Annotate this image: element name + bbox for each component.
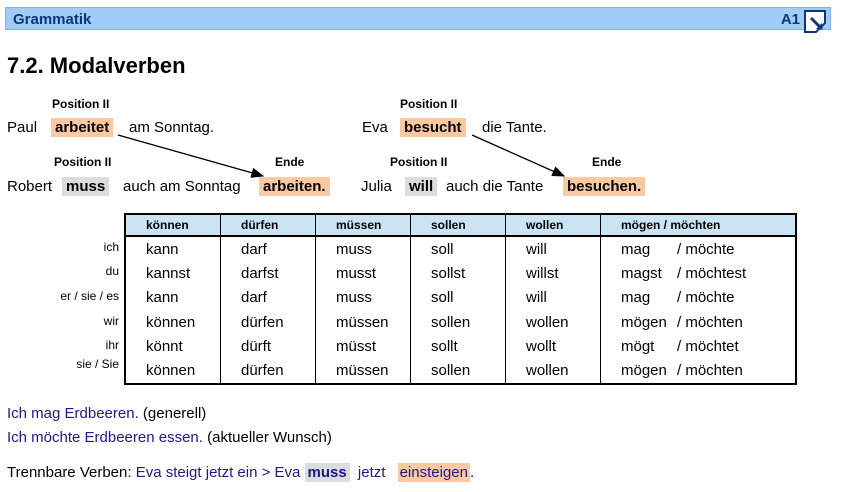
example-modal: muss — [62, 177, 109, 196]
conjugation-cell: darfst — [221, 261, 316, 285]
moechten-form: / möchtet — [677, 337, 739, 355]
note-modal: muss — [305, 463, 350, 482]
note-label: Trennbare Verben: — [7, 464, 132, 481]
conjugation-cell: will — [506, 286, 601, 310]
conjugation-cell: können — [146, 313, 196, 331]
conjugation-cell: kannst — [146, 264, 191, 282]
end-label: Ende — [592, 155, 622, 169]
example-rest: am Sonntag. — [129, 119, 215, 136]
pronoun-label: wir — [103, 314, 119, 328]
conjugation-table — [124, 213, 797, 385]
conjugation-cell — [601, 261, 797, 285]
position-label: Position II — [400, 97, 458, 111]
note-end: . — [469, 464, 475, 481]
conjugation-cell: dürft — [221, 334, 316, 358]
conjugation-cell: darf — [221, 236, 316, 261]
example-middle: auch die Tante — [446, 178, 544, 195]
example-subject: Julia — [361, 178, 392, 195]
end-label: Ende — [275, 155, 305, 169]
moegen-form: mögen — [621, 313, 667, 331]
note-example: Ich möchte Erdbeeren essen. — [7, 429, 203, 446]
example-infinitive: besuchen. — [563, 177, 645, 196]
moechten-form: / möchte — [677, 289, 735, 307]
note-line-1 — [7, 405, 206, 422]
pronoun-label: ich — [103, 240, 119, 254]
conjugation-cell — [601, 310, 797, 334]
moechten-form: / möchte — [677, 240, 735, 258]
column-header: sollen — [411, 214, 506, 236]
table-row — [125, 236, 796, 261]
note-separable-verb: einsteigen — [399, 464, 468, 481]
column-header: können — [125, 214, 221, 236]
column-header: wollen — [506, 214, 601, 236]
conjugation-cell: sollen — [411, 310, 506, 334]
page-title: 7.2. Modalverben — [7, 53, 186, 78]
conjugation-cell: will — [506, 236, 601, 261]
moechten-form: / möchten — [677, 313, 743, 331]
note-example: Eva steigt jetzt ein > Eva — [135, 464, 301, 481]
conjugation-cell — [601, 358, 797, 383]
example-subject: Eva — [362, 119, 388, 136]
example-modal: will — [405, 177, 437, 196]
note-example: Ich mag Erdbeeren. — [7, 405, 139, 422]
conjugation-cell: kann — [146, 289, 179, 307]
column-header: dürfen — [221, 214, 316, 236]
pronoun-label: sie / Sie — [76, 357, 119, 371]
header-title: Grammatik — [13, 11, 92, 28]
note-comment: (generell) — [142, 405, 207, 422]
moegen-form: mögen — [621, 362, 667, 380]
conjugation-cell: müsst — [316, 334, 411, 358]
moegen-form: mögt — [621, 337, 655, 355]
note-middle: jetzt — [357, 464, 386, 481]
note-line-3 — [7, 464, 474, 481]
pronoun-label: du — [105, 264, 119, 278]
arrow-left — [118, 135, 263, 176]
conjugation-cell: muss — [316, 286, 411, 310]
moegen-form: mag — [621, 240, 651, 258]
table-header-row — [125, 214, 796, 236]
arrow-right — [472, 135, 564, 176]
table-row — [125, 358, 796, 383]
conjugation-cell: willst — [506, 261, 601, 285]
column-header: mögen / möchten — [601, 214, 797, 236]
conjugation-cell: soll — [411, 236, 506, 261]
conjugation-cell: muss — [316, 236, 411, 261]
position-label: Position II — [52, 97, 110, 111]
conjugation-cell: sollen — [411, 358, 506, 383]
conjugation-cell: musst — [316, 261, 411, 285]
conjugation-cell: dürfen — [221, 358, 316, 383]
moegen-form: mag — [621, 289, 651, 307]
moegen-form: magst — [621, 264, 662, 282]
example-middle: auch am Sonntag — [123, 178, 241, 195]
pronoun-label: ihr — [105, 338, 119, 352]
example-subject: Paul — [7, 119, 38, 136]
note-comment: (aktueller Wunsch) — [207, 429, 332, 446]
column-header: müssen — [316, 214, 411, 236]
example-infinitive: arbeiten. — [259, 177, 330, 196]
conjugation-cell: wollen — [506, 358, 601, 383]
position-label: Position II — [54, 155, 112, 169]
conjugation-cell: müssen — [316, 358, 411, 383]
table-row — [125, 261, 796, 285]
table-row — [125, 286, 796, 310]
conjugation-cell: dürfen — [221, 310, 316, 334]
conjugation-cell: darf — [221, 286, 316, 310]
conjugation-cell: wollen — [506, 310, 601, 334]
pronoun-label: er / sie / es — [60, 289, 119, 303]
conjugation-cell: müssen — [316, 310, 411, 334]
conjugation-cell — [601, 236, 797, 261]
example-verb: arbeitet — [51, 118, 113, 137]
conjugation-cell: sollst — [411, 261, 506, 285]
conjugation-cell — [601, 334, 797, 358]
example-rest: die Tante. — [482, 119, 547, 136]
conjugation-cell: sollt — [411, 334, 506, 358]
conjugation-cell: soll — [411, 286, 506, 310]
conjugation-cell: wollt — [506, 334, 601, 358]
conjugation-cell — [601, 286, 797, 310]
moechten-form: / möchten — [677, 362, 743, 380]
example-subject: Robert — [7, 178, 53, 195]
position-label: Position II — [390, 155, 448, 169]
table-row — [125, 334, 796, 358]
level-badge: A1 — [780, 11, 800, 28]
moechten-form: / möchtest — [677, 264, 747, 282]
example-verb: besucht — [400, 118, 466, 137]
conjugation-cell: können — [146, 362, 196, 380]
conjugation-cell: kann — [146, 240, 179, 258]
note-line-2 — [7, 429, 332, 446]
conjugation-cell: könnt — [146, 337, 183, 355]
table-row — [125, 310, 796, 334]
